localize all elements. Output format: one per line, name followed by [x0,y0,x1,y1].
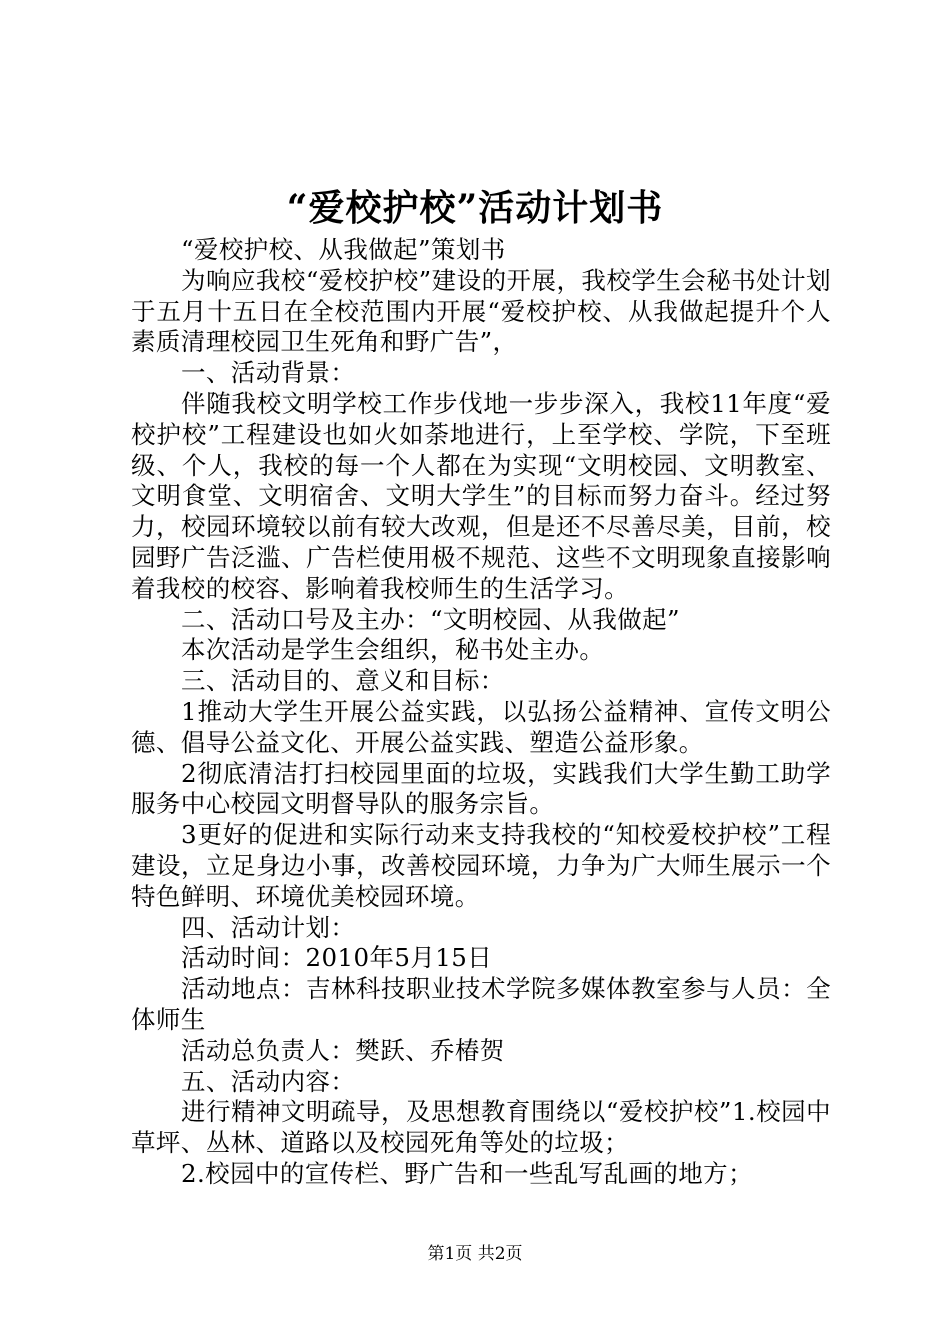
page-footer: 第1页 共2页 [427,1244,523,1264]
paragraph: 二、活动口号及主办：“文明校园、从我做起” [181,604,680,634]
paragraph: 2彻底清洁打扫校园里面的垃圾，实践我们大学生勤工助学服务中心校园文明督导队的服务宗旨。 [131,758,831,819]
paragraph: 活动总负责人：樊跃、乔椿贺 [181,1035,505,1065]
paragraph: 伴随我校文明学校工作步伐地一步步深入，我校11年度“爱校护校”工程建设也如火如荼地进行，上至学校、学院，下至班级、个人，我校的每一个人都在为实现“文明校园、文明教室、文明食堂、文明宿舍、文明大学生”的目标而努力奋斗。经过努力，校园环境较以前有较大改观，但是还不尽善尽美，目前，校园野广告泛滥、广告栏使用极不规范、这些不文明现象直接影响着我校的校容、影响着我校师生的生活学习。 [131,388,831,603]
paragraph: 五、活动内容： [181,1066,356,1096]
paragraph: 本次活动是学生会组织，秘书处主办。 [181,635,605,665]
paragraph: 活动时间：2010年5月15日 [181,943,493,973]
paragraph: 四、活动计划： [181,912,356,942]
paragraph: “爱校护校、从我做起”策划书 [181,235,506,264]
paragraph: 活动地点：吉林科技职业技术学院多媒体教室参与人员：全体师生 [131,974,831,1034]
paragraph: 一、活动背景： [181,358,356,388]
paragraph: 为响应我校“爱校护校”建设的开展，我校学生会秘书处计划于五月十五日在全校范围内开展“爱校护校、从我做起提升个人素质清理校园卫生死角和野广告”， [131,265,831,357]
paragraph: 三、活动目的、意义和目标： [181,666,505,696]
document-body [131,235,831,1190]
paragraph: 1推动大学生开展公益实践，以弘扬公益精神、宣传文明公德、倡导公益文化、开展公益实践、塑造公益形象。 [131,696,831,757]
document-title: “爱校护校”活动计划书 [286,187,664,229]
paragraph: 3更好的促进和实际行动来支持我校的“知校爱校护校”工程建设，立足身边小事，改善校园环境，力争为广大师生展示一个特色鲜明、环境优美校园环境。 [131,820,831,911]
paragraph: 进行精神文明疏导，及思想教育围绕以“爱校护校”1.校园中草坪、丛林、道路以及校园死角等处的垃圾； [131,1097,831,1158]
paragraph: 2.校园中的宣传栏、野广告和一些乱写乱画的地方； [181,1158,753,1188]
